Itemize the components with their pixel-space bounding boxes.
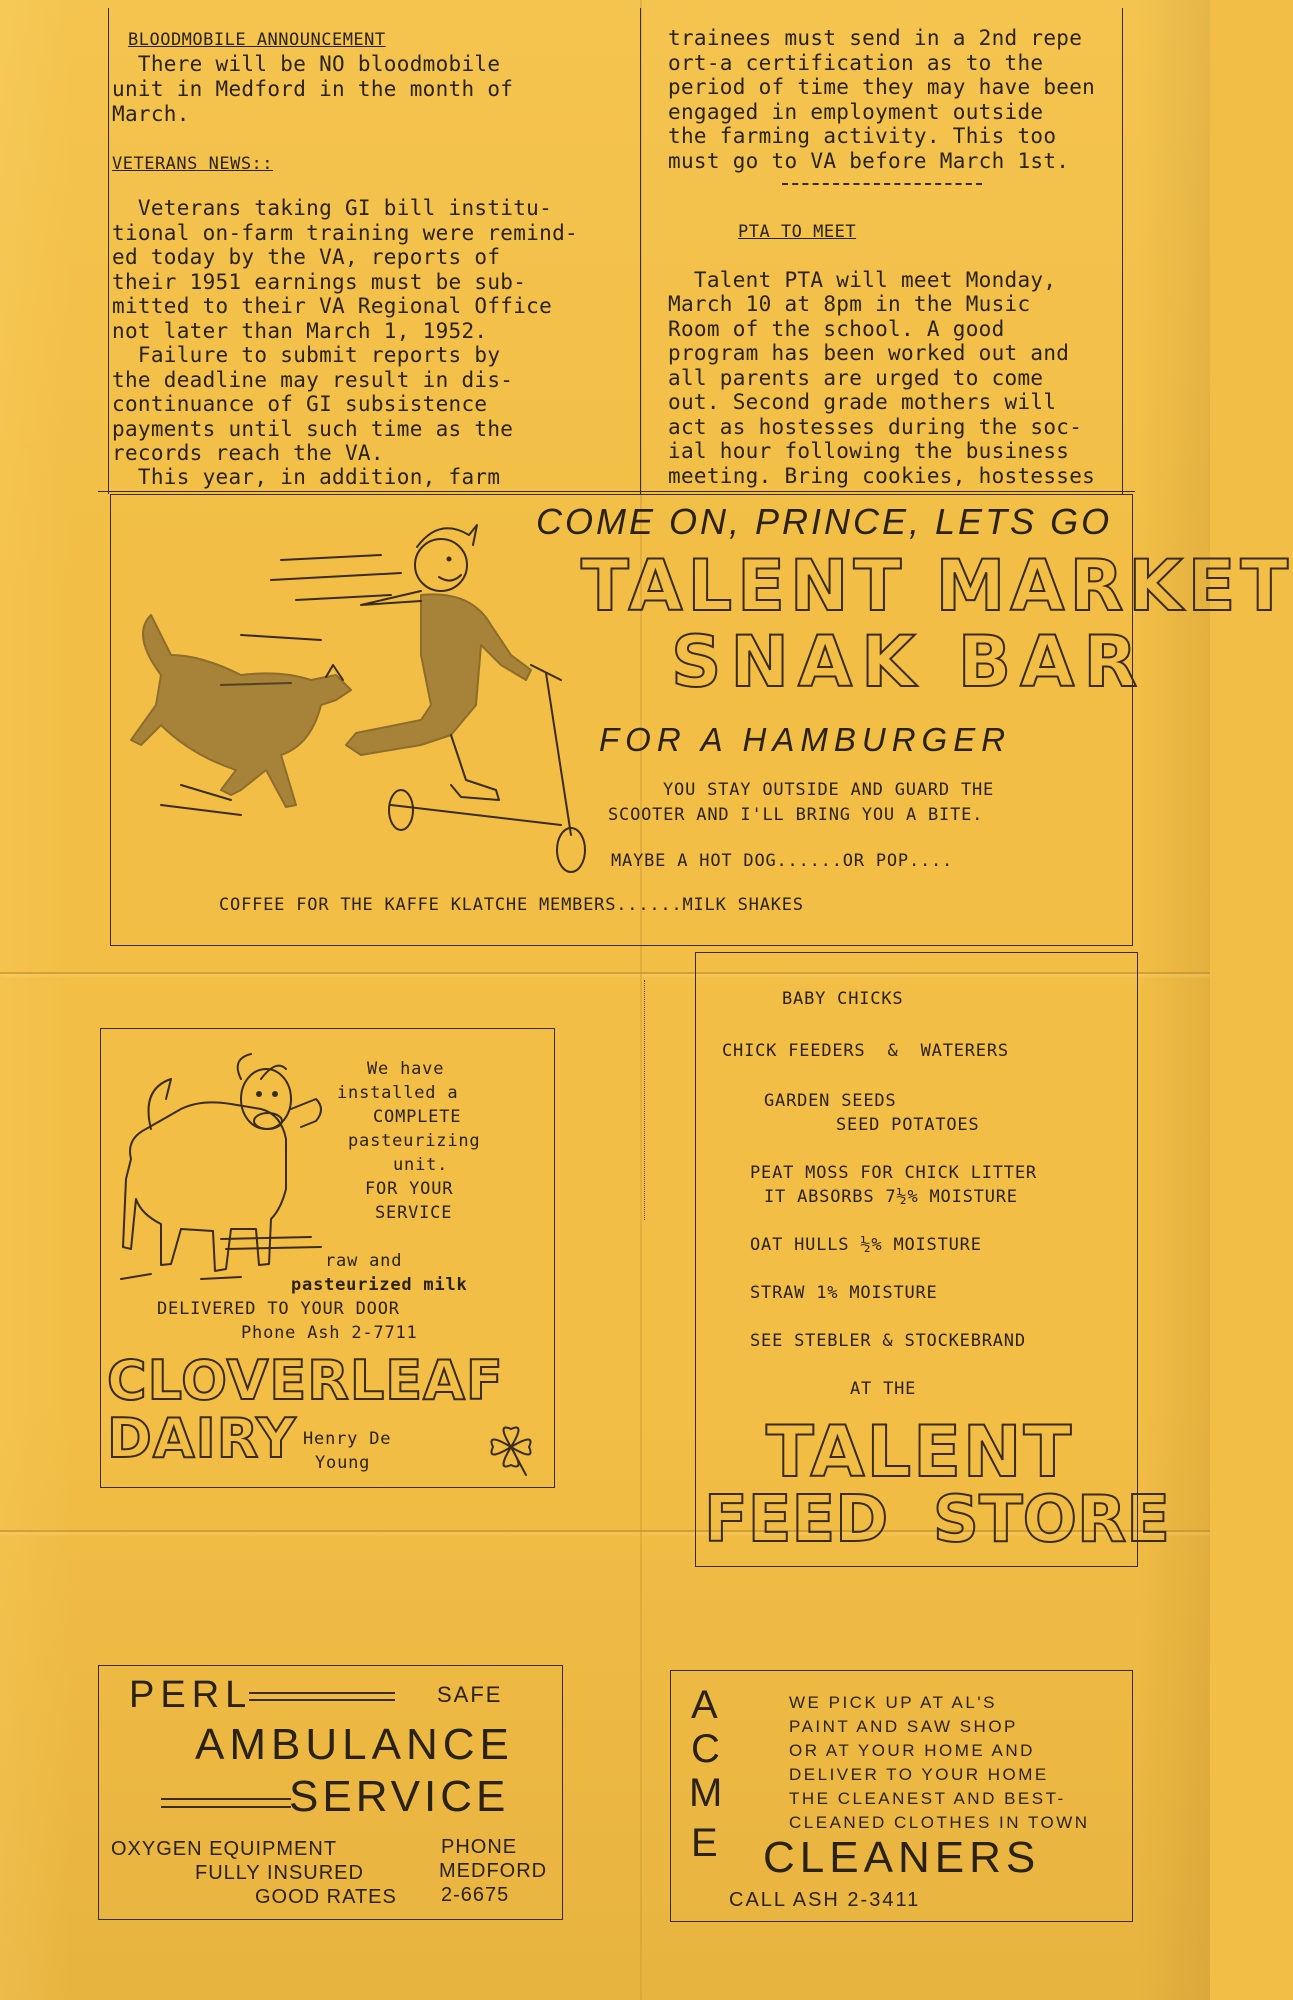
snak-bar-name: SNAK BAR (671, 621, 1147, 703)
bloodmobile-line: There will be NO bloodmobile (112, 52, 501, 76)
cow-illustration (111, 1049, 331, 1309)
owner-line: Henry De (303, 1429, 392, 1449)
snak-bar-ad (110, 494, 1293, 946)
veterans-cont-line: the farming activity. This too (668, 124, 1057, 148)
phone-line: Phone Ash 2-7711 (241, 1323, 418, 1343)
acme-letter: A (691, 1683, 722, 1727)
ambulance-phone: 2-6675 (441, 1884, 510, 1906)
veterans-cont-line: period of time they may have been (668, 75, 1096, 99)
cleaners-line: PAINT AND SAW SHOP (789, 1717, 1018, 1736)
column-divider (640, 8, 641, 494)
dairy-line: unit. (393, 1155, 449, 1175)
clover-icon (481, 1417, 541, 1477)
feed-store-name: FEED STORE (704, 1483, 1170, 1557)
dairy-name: DAIRY (107, 1407, 297, 1470)
feed-item: STRAW 1% MOISTURE (750, 1283, 938, 1303)
cleaners-line: WE PICK UP AT AL'S (789, 1693, 997, 1712)
veterans-cont-line: must go to VA before March 1st. (668, 149, 1070, 173)
ambulance-detail: FULLY INSURED (195, 1862, 364, 1884)
bloodmobile-heading: BLOODMOBILE ANNOUNCEMENT (128, 30, 386, 50)
ad-body-line: SCOOTER AND I'LL BRING YOU A BITE. (608, 805, 984, 825)
veterans-line: Failure to submit reports by (112, 343, 501, 367)
feed-item: OAT HULLS ½% MOISTURE (750, 1235, 982, 1255)
acme-cleaners-ad (670, 1670, 1133, 1922)
dairy-line: installed a (337, 1083, 459, 1103)
pta-line: all parents are urged to come (668, 366, 1044, 390)
veterans-line: Veterans taking GI bill institu- (112, 196, 553, 220)
veterans-line: payments until such time as the (112, 417, 514, 441)
ambulance-phone: PHONE (441, 1836, 518, 1858)
talent-feed-store-ad (695, 952, 1170, 1567)
section-rule (98, 491, 1135, 492)
veterans-line: the deadline may result in dis- (112, 368, 514, 392)
market-name: TALENT MARKET (581, 545, 1293, 627)
dairy-line: We have (367, 1059, 445, 1079)
dairy-line: pasteurizing (348, 1131, 481, 1151)
dashed-separator (782, 183, 982, 185)
veterans-cont-line: engaged in employment outside (668, 100, 1044, 124)
decorative-line (161, 1806, 291, 1808)
delivery-line: DELIVERED TO YOUR DOOR (157, 1299, 400, 1319)
feed-item: PEAT MOSS FOR CHICK LITTER (750, 1163, 1037, 1183)
dairy-line: FOR YOUR (365, 1179, 454, 1199)
feed-item: AT THE (850, 1379, 917, 1399)
acme-letter: E (691, 1821, 722, 1865)
acme-letter: M (689, 1771, 727, 1815)
slogan: COME ON, PRINCE, LETS GO (536, 501, 1113, 542)
dairy-line: SERVICE (375, 1203, 453, 1223)
perl-ambulance-ad (98, 1665, 563, 1920)
veterans-line: mitted to their VA Regional Office (112, 294, 553, 318)
footer-line: COFFEE FOR THE KAFFE KLATCHE MEMBERS......MILK SHAKES (219, 895, 804, 915)
ambulance-detail: OXYGEN EQUIPMENT (111, 1838, 338, 1860)
tagline: FOR A HAMBURGER (599, 721, 1012, 758)
acme-letter: C (691, 1727, 724, 1771)
bloodmobile-line: unit in Medford in the month of (112, 77, 514, 101)
veterans-line: not later than March 1, 1952. (112, 319, 488, 343)
feed-item: CHICK FEEDERS & WATERERS (722, 1041, 1009, 1061)
dairy-line: COMPLETE (373, 1107, 462, 1127)
cleaners-line: DELIVER TO YOUR HOME (789, 1765, 1049, 1784)
ad-body-line: YOU STAY OUTSIDE AND GUARD THE (663, 780, 995, 800)
ambulance-label: AMBULANCE (195, 1720, 514, 1769)
veterans-heading: VETERANS NEWS:: (112, 154, 274, 174)
veterans-line: tional on-farm training were remind- (112, 221, 578, 245)
veterans-line: ed today by the VA, reports of (112, 245, 501, 269)
decorative-line (249, 1692, 395, 1694)
veterans-cont-line: trainees must send in a 2nd repe (668, 26, 1083, 50)
milk-line: raw and (325, 1251, 403, 1271)
dotted-divider (644, 980, 645, 1220)
pta-line: out. Second grade mothers will (668, 390, 1057, 414)
milk-line: pasteurized milk (291, 1275, 468, 1295)
cleaners-name: CLEANERS (763, 1833, 1041, 1882)
cleaners-phone: CALL ASH 2-3411 (729, 1889, 921, 1911)
feed-item: GARDEN SEEDS (764, 1091, 897, 1111)
pta-line: Talent PTA will meet Monday, (668, 268, 1057, 292)
ambulance-detail: GOOD RATES (255, 1886, 397, 1908)
ambulance-phone: MEDFORD (439, 1860, 548, 1882)
decorative-line (249, 1699, 395, 1701)
pta-line: ial hour following the business (668, 439, 1070, 463)
feed-item: SEE STEBLER & STOCKEBRAND (750, 1331, 1026, 1351)
bloodmobile-line: March. (112, 102, 190, 126)
pta-line: act as hostesses during the soc- (668, 415, 1083, 439)
cloverleaf-dairy-ad (100, 1028, 555, 1488)
veterans-line: continuance of GI subsistence (112, 392, 488, 416)
cleaners-line: OR AT YOUR HOME AND (789, 1741, 1035, 1760)
feed-item: BABY CHICKS (782, 989, 904, 1009)
veterans-line: This year, in addition, farm (112, 465, 501, 489)
veterans-cont-line: ort-a certification as to the (668, 51, 1044, 75)
feed-store-name: TALENT (766, 1411, 1074, 1493)
feed-item: IT ABSORBS 7½% MOISTURE (764, 1187, 1018, 1207)
decorative-line (161, 1798, 291, 1800)
cleaners-line: CLEANED CLOTHES IN TOWN (789, 1813, 1090, 1832)
veterans-line: their 1951 earnings must be sub- (112, 270, 527, 294)
dairy-name: CLOVERLEAF (107, 1349, 504, 1412)
pta-line: Room of the school. A good (668, 317, 1005, 341)
pta-line: meeting. Bring cookies, hostesses (668, 464, 1096, 488)
safe-label: SAFE (437, 1682, 503, 1707)
pta-line: program has been worked out and (668, 341, 1070, 365)
veterans-line: records reach the VA. (112, 441, 384, 465)
owner-line: Young (315, 1453, 371, 1473)
service-label: SERVICE (289, 1772, 510, 1821)
pta-line: March 10 at 8pm in the Music (668, 292, 1031, 316)
feed-item: SEED POTATOES (836, 1115, 980, 1135)
maybe-line: MAYBE A HOT DOG......OR POP.... (611, 851, 954, 871)
perl-name: PERL (129, 1674, 253, 1716)
cleaners-line: THE CLEANEST AND BEST- (789, 1789, 1066, 1808)
scooter-boy-illustration (121, 505, 581, 865)
pta-heading: PTA TO MEET (738, 222, 857, 242)
